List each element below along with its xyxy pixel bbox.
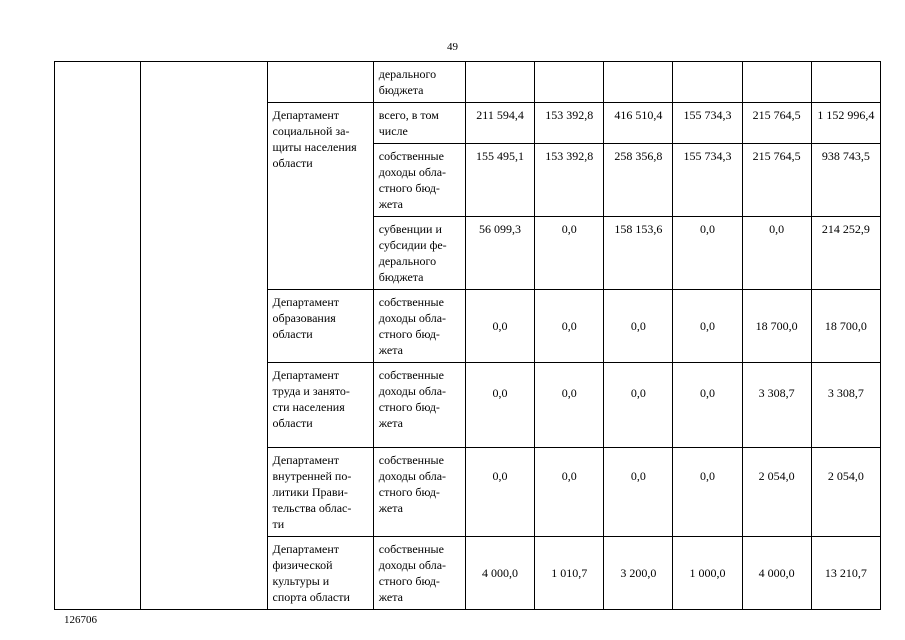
source-cell: субвенции и субсидии фе- дерального бюджета [373, 217, 465, 290]
value-cell: 155 734,3 [673, 103, 742, 144]
value-cell: 0,0 [604, 290, 673, 363]
value-cell [465, 62, 534, 103]
source-cell: собственные доходы обла- стного бюд- жета [373, 144, 465, 217]
document-code: 126706 [64, 614, 97, 626]
source-cell: собственные доходы обла- стного бюд- жета [373, 448, 465, 537]
table-row [55, 62, 881, 103]
value-cell: 0,0 [535, 290, 604, 363]
value-cell: 0,0 [465, 290, 534, 363]
value-cell: 0,0 [535, 448, 604, 537]
value-cell: 0,0 [465, 448, 534, 537]
value-cell: 158 153,6 [604, 217, 673, 290]
dept-cell: Департамент труда и занято- сти населения области [267, 363, 373, 448]
value-cell: 0,0 [465, 363, 534, 448]
value-cell: 0,0 [673, 363, 742, 448]
value-cell: 1 152 996,4 [811, 103, 880, 144]
value-cell: 155 734,3 [673, 144, 742, 217]
blank-cell-col2 [141, 62, 267, 610]
value-cell: 0,0 [673, 290, 742, 363]
value-cell: 155 495,1 [465, 144, 534, 217]
value-cell [811, 62, 880, 103]
value-cell: 56 099,3 [465, 217, 534, 290]
value-cell [535, 62, 604, 103]
dept-cell [267, 62, 373, 103]
value-cell: 4 000,0 [465, 537, 534, 610]
value-cell: 0,0 [535, 217, 604, 290]
value-cell: 214 252,9 [811, 217, 880, 290]
value-cell: 215 764,5 [742, 103, 811, 144]
value-cell: 258 356,8 [604, 144, 673, 217]
value-cell: 0,0 [742, 217, 811, 290]
value-cell: 938 743,5 [811, 144, 880, 217]
value-cell: 1 010,7 [535, 537, 604, 610]
source-cell: собственные доходы обла- стного бюд- жета [373, 290, 465, 363]
value-cell: 2 054,0 [811, 448, 880, 537]
value-cell: 4 000,0 [742, 537, 811, 610]
value-cell: 3 200,0 [604, 537, 673, 610]
value-cell: 215 764,5 [742, 144, 811, 217]
source-cell: дерального бюджета [373, 62, 465, 103]
value-cell: 0,0 [535, 363, 604, 448]
dept-cell: Департамент физической культуры и спорта области [267, 537, 373, 610]
dept-cell: Департамент внутренней по- литики Прави- тельства облас- ти [267, 448, 373, 537]
value-cell [673, 62, 742, 103]
value-cell: 3 308,7 [811, 363, 880, 448]
value-cell: 18 700,0 [811, 290, 880, 363]
dept-cell: Департамент образования области [267, 290, 373, 363]
value-cell: 2 054,0 [742, 448, 811, 537]
value-cell: 13 210,7 [811, 537, 880, 610]
value-cell [742, 62, 811, 103]
blank-cell-col1 [55, 62, 141, 610]
value-cell: 153 392,8 [535, 103, 604, 144]
value-cell: 18 700,0 [742, 290, 811, 363]
source-cell: собственные доходы обла- стного бюд- жета [373, 363, 465, 448]
source-cell: собственные доходы обла- стного бюд- жета [373, 537, 465, 610]
page-number: 49 [447, 41, 458, 53]
budget-table [54, 61, 881, 610]
value-cell: 0,0 [604, 448, 673, 537]
value-cell: 211 594,4 [465, 103, 534, 144]
value-cell: 0,0 [604, 363, 673, 448]
value-cell [604, 62, 673, 103]
dept-cell: Департамент социальной за- щиты населения области [267, 103, 373, 290]
value-cell: 1 000,0 [673, 537, 742, 610]
value-cell: 153 392,8 [535, 144, 604, 217]
source-cell: всего, в том числе [373, 103, 465, 144]
value-cell: 416 510,4 [604, 103, 673, 144]
value-cell: 0,0 [673, 448, 742, 537]
value-cell: 3 308,7 [742, 363, 811, 448]
value-cell: 0,0 [673, 217, 742, 290]
